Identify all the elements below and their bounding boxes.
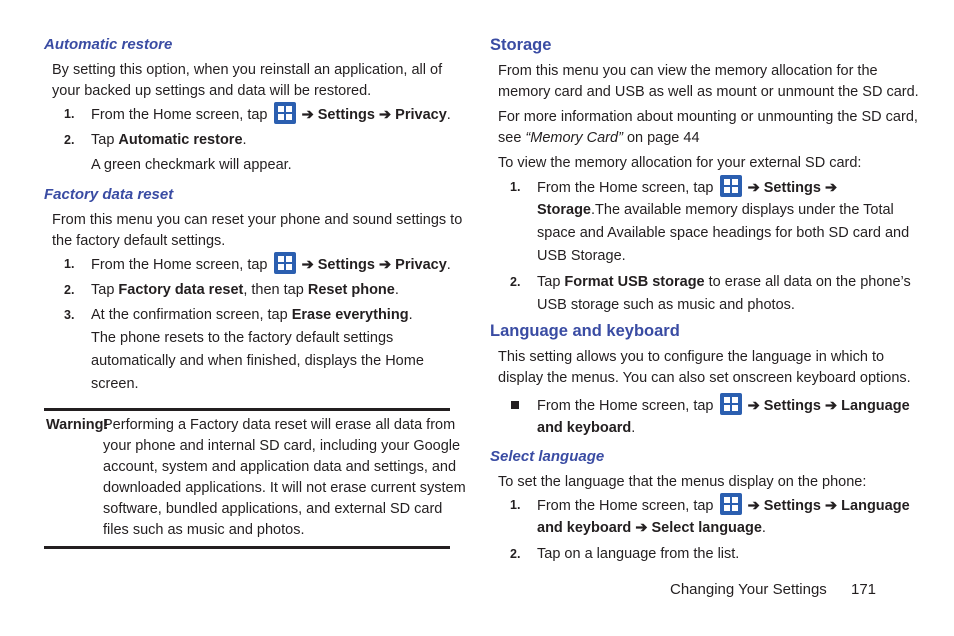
storage-step1-line1 (537, 179, 837, 197)
period: . (761, 520, 766, 536)
settings-label: Settings (317, 106, 375, 123)
heading-select-language: Select language (490, 448, 605, 465)
arrow-icon: ➔ (747, 397, 760, 414)
period: . (394, 282, 399, 298)
square-bullet-icon (511, 397, 519, 413)
see-text: see (498, 130, 522, 146)
page-ref-text: on page 44 (626, 130, 700, 146)
factory-step3-number (64, 307, 74, 323)
privacy-label: Privacy (395, 256, 447, 273)
arrow-icon: ➔ (635, 520, 648, 536)
storage-p1-line2: memory card and USB as well as mount or unmount the SD card. (498, 84, 919, 100)
factory-step3-note-line3: screen. (91, 376, 139, 392)
heading-storage: Storage (490, 36, 552, 54)
storage-p2-line1: For more information about mounting or unmounting the SD card, (498, 109, 918, 125)
storage-step1-line3: space and Available space headings for both SD card and (537, 225, 910, 241)
warning-line6: files such as music and photos. (103, 522, 305, 538)
period: . (408, 307, 413, 323)
memory-card-link[interactable]: “Memory Card” (525, 130, 623, 146)
square-bullet-icon (511, 401, 519, 409)
step-text: Tap (91, 132, 115, 148)
warning-label: Warning! (46, 417, 109, 433)
factory-step3-note-line1: The phone resets to the factory default settings (91, 330, 394, 346)
heading-automatic-restore: Automatic restore (44, 36, 173, 53)
select-step1-line1 (537, 497, 910, 515)
step-text: At the confirmation screen, tap (91, 307, 288, 323)
auto-restore-intro-line2: your backed up settings and data will be restored. (52, 83, 372, 99)
privacy-label: Privacy (395, 106, 447, 123)
step-number: 2. (64, 283, 75, 297)
and-keyboard-label: and keyboard (537, 420, 632, 436)
step-text: From the Home screen, tap (91, 106, 268, 123)
storage-step2-number (510, 274, 520, 290)
arrow-icon: ➔ (301, 106, 314, 123)
factory-reset-intro-line2: the factory default settings. (52, 233, 226, 249)
arrow-icon: ➔ (747, 179, 760, 196)
language-label: Language (841, 397, 910, 414)
auto-restore-step1 (64, 106, 74, 122)
arrow-icon: ➔ (824, 397, 838, 414)
period: . (631, 420, 636, 436)
step-number: 1. (64, 257, 75, 271)
step-text: to erase all data on the phone’s (708, 274, 911, 290)
apps-grid-icon (720, 175, 742, 197)
arrow-icon: ➔ (747, 497, 760, 514)
step-text: , then tap (243, 282, 304, 298)
settings-label: Settings (763, 497, 821, 514)
storage-p1-line1: From this menu you can view the memory allocation for the (498, 63, 878, 79)
arrow-icon: ➔ (301, 256, 314, 273)
select-step2-text: Tap on a language from the list. (537, 546, 740, 562)
step-number: 1. (510, 180, 521, 194)
language-p1-line2: display the menus. You can also set onscreen keyboard options. (498, 370, 911, 386)
warning-line5: software, bundled applications, and external SD card (103, 501, 443, 517)
warning-line2: your phone and internal SD card, including your Google (103, 438, 461, 454)
arrow-icon: ➔ (378, 256, 392, 273)
apps-grid-icon (274, 102, 296, 124)
and-keyboard-label: and keyboard (537, 520, 632, 536)
auto-restore-step2-number (64, 132, 74, 148)
storage-p2-line2 (498, 130, 700, 146)
step-text: Tap (537, 274, 561, 290)
factory-step2-number (64, 282, 74, 298)
select-step1-line2 (537, 520, 766, 536)
auto-restore-note: A green checkmark will appear. (91, 157, 292, 173)
factory-step1-text (91, 256, 451, 274)
factory-step2-text (91, 282, 399, 298)
storage-step1-line4: USB Storage. (537, 248, 626, 264)
storage-step1-line2 (537, 202, 894, 218)
step-text: From the Home screen, tap (537, 179, 714, 196)
apps-grid-icon (720, 393, 742, 415)
storage-label: Storage (537, 202, 591, 218)
warning-line3: account, system and application data and settings, and (103, 459, 457, 475)
heading-language-keyboard: Language and keyboard (490, 322, 680, 340)
reset-phone-label: Reset phone (307, 282, 395, 298)
settings-label: Settings (763, 397, 821, 414)
warning-top-rule (44, 408, 450, 411)
auto-restore-step1-text (91, 106, 451, 124)
settings-label: Settings (317, 256, 375, 273)
language-bullet-line1 (537, 397, 910, 415)
apps-grid-icon (274, 252, 296, 274)
select-step2-number (510, 546, 520, 562)
step-number: 2. (510, 547, 521, 561)
step-text: From the Home screen, tap (91, 256, 268, 273)
footer-section-title: Changing Your Settings (670, 581, 827, 598)
arrow-icon: ➔ (824, 497, 838, 514)
factory-data-reset-label: Factory data reset (118, 282, 244, 298)
step-text: .The available memory displays under the Total (591, 202, 894, 218)
select-step1-number (510, 497, 520, 513)
select-language-label: Select language (651, 520, 762, 536)
step-number: 1. (510, 498, 521, 512)
auto-restore-intro-line1: By setting this option, when you reinstall an application, all of (52, 62, 443, 78)
apps-grid-icon (720, 493, 742, 515)
period: . (446, 256, 451, 273)
warning-line4: downloaded applications. It will not erase current system (103, 480, 466, 496)
language-label: Language (841, 497, 910, 514)
factory-reset-intro-line1: From this menu you can reset your phone and sound settings to (52, 212, 463, 228)
erase-everything-label: Erase everything (291, 307, 409, 323)
storage-step1-number (510, 179, 520, 195)
period: . (446, 106, 451, 123)
step-text: From the Home screen, tap (537, 397, 714, 414)
automatic-restore-label: Automatic restore (118, 132, 243, 148)
footer-page-number: 171 (851, 581, 877, 598)
factory-step3-text (91, 307, 413, 323)
factory-step1-number (64, 256, 74, 272)
step-text: From the Home screen, tap (537, 497, 714, 514)
storage-step2-line1 (537, 274, 911, 290)
language-p1-line1: This setting allows you to configure the language in which to (498, 349, 885, 365)
warning-line1: Performing a Factory data reset will erase all data from (103, 417, 456, 433)
heading-factory-data-reset: Factory data reset (44, 186, 174, 203)
step-number: 2. (510, 275, 521, 289)
auto-restore-step2-text (91, 132, 247, 148)
select-language-p1: To set the language that the menus display on the phone: (498, 474, 867, 490)
step-text: Tap (91, 282, 115, 298)
arrow-icon: ➔ (824, 179, 838, 196)
warning-bottom-rule (44, 546, 450, 549)
storage-p3: To view the memory allocation for your external SD card: (498, 155, 862, 171)
settings-label: Settings (763, 179, 821, 196)
storage-step2-line2: USB storage such as music and photos. (537, 297, 795, 313)
step-number: 2. (64, 133, 75, 147)
step-number: 3. (64, 308, 75, 322)
step-number: 1. (64, 107, 75, 121)
arrow-icon: ➔ (378, 106, 392, 123)
language-bullet-line2 (537, 420, 635, 436)
format-usb-storage-label: Format USB storage (564, 274, 705, 290)
factory-step3-note-line2: automatically and when finished, displays the Home (91, 353, 424, 369)
period: . (242, 132, 247, 148)
